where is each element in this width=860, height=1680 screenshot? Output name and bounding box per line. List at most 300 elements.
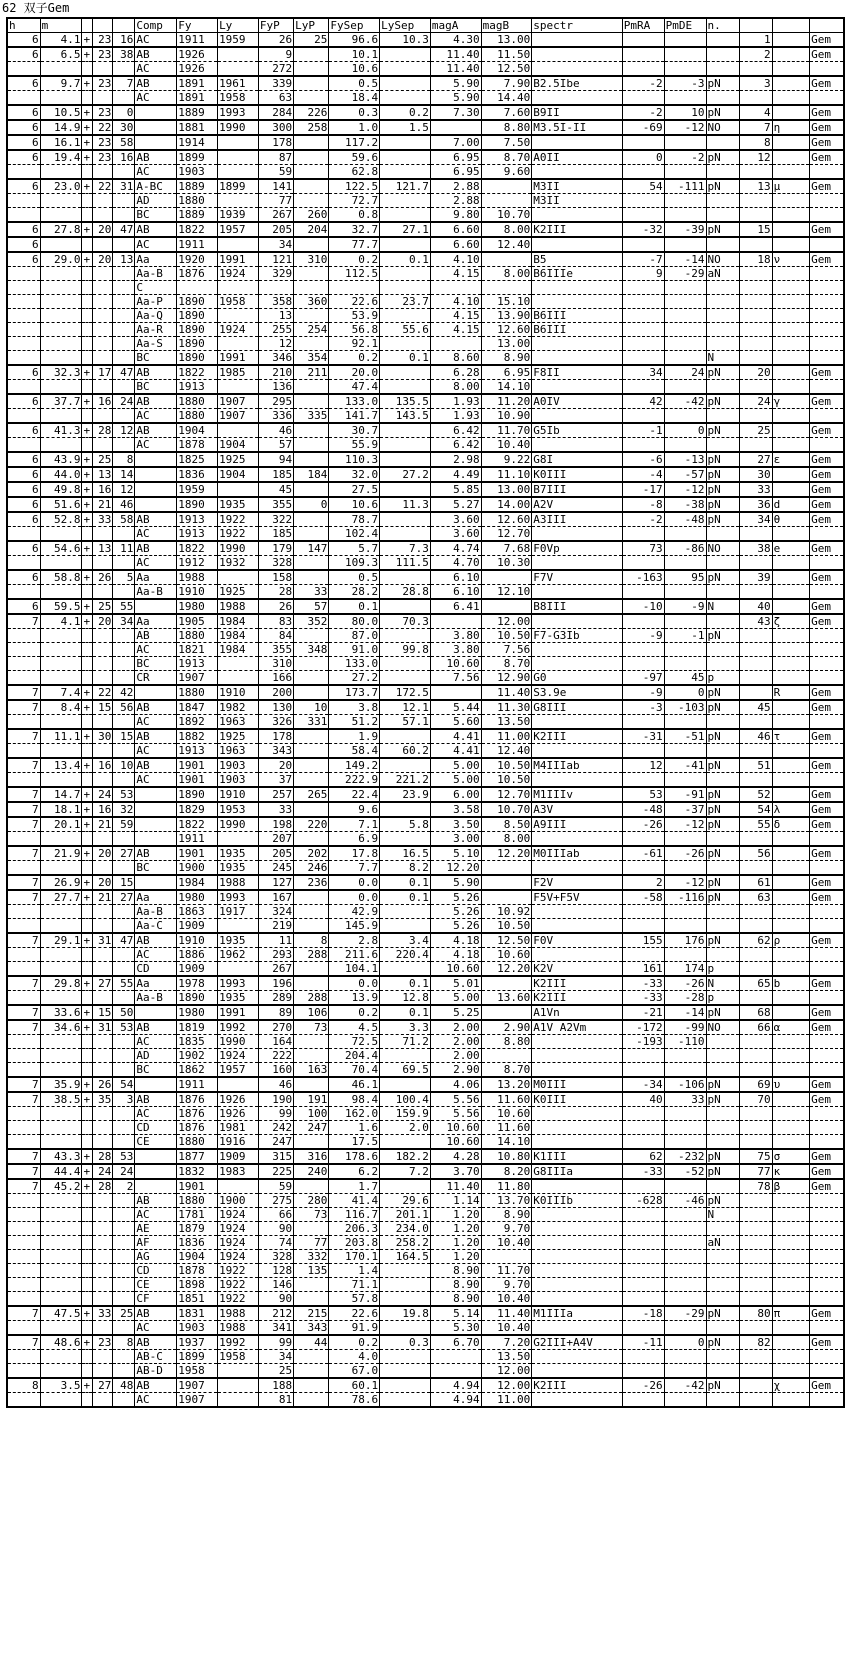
table-cell	[810, 1208, 844, 1222]
table-cell	[380, 135, 431, 150]
table-cell: 6	[7, 452, 40, 467]
table-cell: 267	[258, 962, 293, 977]
table-cell: A1Vn	[532, 1005, 622, 1020]
table-cell: 1957	[218, 1063, 259, 1078]
table-cell: 16.5	[380, 846, 431, 861]
table-row	[7, 33, 844, 48]
table-row	[7, 1092, 844, 1107]
table-cell	[772, 1107, 809, 1121]
table-cell: 2.88	[430, 179, 481, 194]
table-cell	[7, 905, 40, 919]
table-cell: AB-C	[135, 1350, 177, 1364]
table-cell: 280	[294, 1194, 329, 1208]
table-cell: +	[82, 452, 93, 467]
table-cell	[82, 905, 93, 919]
table-cell: 11.10	[481, 467, 532, 482]
table-cell	[218, 1378, 259, 1393]
table-cell: AB	[135, 1306, 177, 1321]
table-cell: 21	[93, 890, 113, 905]
table-cell: 211	[294, 365, 329, 380]
table-cell: S3.9e	[532, 685, 622, 700]
table-cell: Aa-B	[135, 585, 177, 600]
table-cell: 9.6	[329, 802, 380, 817]
table-cell	[739, 1250, 772, 1264]
table-cell: η	[772, 120, 809, 135]
table-cell: 215	[294, 1306, 329, 1321]
table-cell: 66	[739, 1020, 772, 1035]
table-cell	[532, 1393, 622, 1408]
table-cell	[664, 135, 706, 150]
table-cell: 316	[294, 1149, 329, 1164]
table-cell	[93, 309, 113, 323]
table-cell: 26	[93, 570, 113, 585]
table-cell	[706, 715, 739, 730]
table-cell	[7, 1208, 40, 1222]
table-cell	[93, 773, 113, 788]
table-cell: AC	[135, 744, 177, 759]
table-cell	[532, 948, 622, 962]
table-cell: 7	[7, 1335, 40, 1350]
table-cell: Gem	[810, 1077, 844, 1092]
table-cell: 1990	[218, 120, 259, 135]
table-cell	[380, 237, 431, 252]
table-cell	[772, 1092, 809, 1107]
table-cell	[772, 76, 809, 91]
table-cell: pN	[706, 482, 739, 497]
table-cell: 46	[113, 497, 135, 512]
table-cell: 24	[113, 1164, 135, 1179]
table-cell: -99	[664, 1020, 706, 1035]
table-cell	[772, 1236, 809, 1250]
table-cell	[294, 1135, 329, 1150]
table-cell	[664, 62, 706, 77]
table-cell: 24	[93, 787, 113, 802]
table-cell	[810, 1236, 844, 1250]
table-cell	[93, 237, 113, 252]
table-cell: 7.4	[40, 685, 82, 700]
table-cell: 7	[7, 846, 40, 861]
table-cell	[294, 380, 329, 395]
table-cell: 5.26	[430, 919, 481, 934]
table-cell	[113, 1250, 135, 1264]
table-cell	[664, 585, 706, 600]
table-cell	[40, 62, 82, 77]
column-header	[93, 18, 113, 33]
table-cell	[113, 380, 135, 395]
table-cell: 45	[664, 671, 706, 686]
table-cell	[532, 208, 622, 223]
table-cell: 1907	[177, 1393, 218, 1408]
table-cell	[294, 919, 329, 934]
table-cell: 27.2	[329, 671, 380, 686]
table-cell: 225	[258, 1164, 293, 1179]
table-cell	[218, 237, 259, 252]
table-cell: 5.8	[380, 817, 431, 832]
table-cell: 8.4	[40, 700, 82, 715]
table-cell	[7, 1063, 40, 1078]
table-cell: 32	[113, 802, 135, 817]
table-cell: -2	[622, 76, 664, 91]
table-cell: 1.93	[430, 409, 481, 424]
table-cell: 1822	[177, 817, 218, 832]
table-cell: 182.2	[380, 1149, 431, 1164]
table-cell: 47	[113, 365, 135, 380]
table-cell: 6	[7, 120, 40, 135]
table-cell: 26	[93, 1077, 113, 1092]
table-cell: 240	[294, 1164, 329, 1179]
table-cell: 8	[294, 933, 329, 948]
table-cell	[532, 527, 622, 542]
table-cell: 8.70	[481, 1063, 532, 1078]
table-cell: +	[82, 614, 93, 629]
table-cell: 0	[664, 685, 706, 700]
table-cell	[294, 1179, 329, 1194]
table-cell	[739, 773, 772, 788]
table-cell	[706, 744, 739, 759]
table-cell: 12.70	[481, 527, 532, 542]
table-cell: 59	[113, 817, 135, 832]
table-cell: 46	[258, 423, 293, 438]
table-cell	[40, 948, 82, 962]
table-cell	[82, 295, 93, 309]
table-cell: AD	[135, 1049, 177, 1063]
table-cell: 1825	[177, 452, 218, 467]
table-cell	[532, 33, 622, 48]
table-cell	[772, 267, 809, 281]
table-cell: 260	[294, 208, 329, 223]
table-cell	[739, 962, 772, 977]
table-cell: CF	[135, 1292, 177, 1307]
table-cell	[93, 1194, 113, 1208]
table-row	[7, 281, 844, 295]
table-cell: 5.01	[430, 976, 481, 991]
table-cell: p	[706, 671, 739, 686]
table-cell	[664, 744, 706, 759]
table-cell	[532, 657, 622, 671]
table-cell: 11	[113, 541, 135, 556]
table-cell: 8.90	[430, 1292, 481, 1307]
table-cell	[113, 919, 135, 934]
table-cell	[739, 281, 772, 295]
table-cell: 20.0	[329, 365, 380, 380]
table-cell: 10.60	[481, 1107, 532, 1121]
table-cell	[810, 323, 844, 337]
table-row	[7, 452, 844, 467]
table-cell: 11.60	[481, 1092, 532, 1107]
table-row	[7, 165, 844, 180]
table-cell: +	[82, 933, 93, 948]
table-cell: R	[772, 685, 809, 700]
table-cell	[622, 1236, 664, 1250]
table-cell: Gem	[810, 1378, 844, 1393]
table-cell: 1907	[218, 409, 259, 424]
table-cell: κ	[772, 1164, 809, 1179]
table-cell: 0.2	[329, 252, 380, 267]
table-cell: 1959	[218, 33, 259, 48]
table-cell: 6	[7, 423, 40, 438]
table-cell	[772, 194, 809, 208]
table-cell	[7, 629, 40, 643]
table-cell	[772, 773, 809, 788]
table-cell: 1926	[177, 62, 218, 77]
table-cell: 7.00	[430, 135, 481, 150]
table-cell	[135, 802, 177, 817]
table-cell	[739, 1222, 772, 1236]
table-cell: 352	[294, 614, 329, 629]
table-cell	[82, 323, 93, 337]
table-cell: 90	[258, 1292, 293, 1307]
table-cell	[380, 671, 431, 686]
table-cell	[113, 1364, 135, 1379]
table-cell: 178.6	[329, 1149, 380, 1164]
table-cell: 5.7	[329, 541, 380, 556]
table-cell: pN	[706, 1378, 739, 1393]
table-cell: 339	[258, 76, 293, 91]
table-cell: 62	[739, 933, 772, 948]
table-cell	[810, 267, 844, 281]
table-cell: 9.60	[481, 165, 532, 180]
table-row	[7, 1063, 844, 1078]
table-cell: 8.00	[481, 267, 532, 281]
table-cell: 6	[7, 512, 40, 527]
table-cell: 1.9	[329, 729, 380, 744]
table-cell: 21	[93, 497, 113, 512]
table-cell	[739, 62, 772, 77]
table-cell	[810, 194, 844, 208]
table-cell	[40, 1250, 82, 1264]
table-cell: 1925	[218, 452, 259, 467]
table-cell	[810, 905, 844, 919]
table-row	[7, 394, 844, 409]
table-cell	[739, 194, 772, 208]
table-cell: 27	[113, 846, 135, 861]
table-cell: 7.20	[481, 1335, 532, 1350]
table-cell: 1900	[218, 1194, 259, 1208]
table-cell	[7, 1222, 40, 1236]
table-cell	[294, 1035, 329, 1049]
table-row	[7, 380, 844, 395]
table-cell	[40, 715, 82, 730]
table-cell	[113, 671, 135, 686]
table-cell: 1957	[218, 222, 259, 237]
table-cell: -29	[664, 267, 706, 281]
table-cell	[113, 585, 135, 600]
table-cell: 6	[7, 33, 40, 48]
table-cell	[113, 861, 135, 876]
table-cell: 6.60	[430, 222, 481, 237]
table-cell	[772, 91, 809, 106]
table-cell: 1822	[177, 541, 218, 556]
table-cell: 1993	[218, 890, 259, 905]
table-cell: G8III	[532, 700, 622, 715]
table-cell: 8.90	[481, 1208, 532, 1222]
table-cell	[664, 948, 706, 962]
table-cell: +	[82, 1378, 93, 1393]
table-cell	[380, 47, 431, 62]
table-cell	[772, 295, 809, 309]
table-row	[7, 861, 844, 876]
table-cell: 1963	[218, 744, 259, 759]
table-cell: 14.40	[481, 91, 532, 106]
table-cell: 170.1	[329, 1250, 380, 1264]
table-cell	[706, 643, 739, 657]
table-cell: 174	[664, 962, 706, 977]
table-cell: 0.5	[329, 570, 380, 585]
table-cell	[664, 1063, 706, 1078]
table-cell: 6	[7, 541, 40, 556]
table-cell: A0IV	[532, 394, 622, 409]
table-cell	[7, 380, 40, 395]
table-cell	[706, 1063, 739, 1078]
table-cell	[40, 962, 82, 977]
table-cell: 1913	[177, 657, 218, 671]
table-cell: 1886	[177, 948, 218, 962]
table-cell: 9.22	[481, 452, 532, 467]
table-cell	[93, 1364, 113, 1379]
table-cell: 0.1	[380, 1005, 431, 1020]
table-cell: 63	[258, 91, 293, 106]
table-cell: 6.9	[329, 832, 380, 847]
table-cell: A0II	[532, 150, 622, 165]
table-cell: 2.00	[430, 1020, 481, 1035]
table-cell: 1890	[177, 309, 218, 323]
table-row	[7, 991, 844, 1006]
table-cell: pN	[706, 570, 739, 585]
table-cell: 8.00	[481, 832, 532, 847]
table-cell: BC	[135, 380, 177, 395]
table-cell: 20	[739, 365, 772, 380]
table-cell	[810, 948, 844, 962]
table-cell: 69	[739, 1077, 772, 1092]
table-cell: Gem	[810, 1306, 844, 1321]
table-cell: 35.9	[40, 1077, 82, 1092]
table-cell: AC	[135, 527, 177, 542]
table-cell	[664, 1121, 706, 1135]
table-cell: 14.7	[40, 787, 82, 802]
table-cell: G8I	[532, 452, 622, 467]
table-cell: Gem	[810, 1164, 844, 1179]
table-cell: 16	[113, 33, 135, 48]
table-cell	[380, 905, 431, 919]
table-cell: 16.1	[40, 135, 82, 150]
table-cell	[772, 1005, 809, 1020]
table-cell: 55	[113, 976, 135, 991]
table-cell: AB	[135, 222, 177, 237]
table-cell: 2.00	[430, 1049, 481, 1063]
table-cell: 31	[93, 1020, 113, 1035]
table-cell	[82, 1364, 93, 1379]
table-cell: 29.6	[380, 1194, 431, 1208]
table-cell	[664, 773, 706, 788]
table-cell	[294, 237, 329, 252]
table-cell: 24	[93, 1164, 113, 1179]
table-cell: 47	[113, 933, 135, 948]
table-cell: 236	[294, 875, 329, 890]
table-cell: 5.14	[430, 1306, 481, 1321]
table-cell: 7.60	[481, 105, 532, 120]
table-row	[7, 948, 844, 962]
table-cell: AB	[135, 1194, 177, 1208]
table-cell: 1935	[218, 846, 259, 861]
table-cell: 25	[258, 1364, 293, 1379]
table-cell: pN	[706, 467, 739, 482]
table-cell	[810, 1107, 844, 1121]
table-cell: 202	[294, 846, 329, 861]
table-cell: 1891	[177, 91, 218, 106]
table-cell	[82, 1135, 93, 1150]
table-cell	[664, 643, 706, 657]
table-cell	[622, 614, 664, 629]
table-cell: 1926	[177, 47, 218, 62]
table-cell: 1889	[177, 105, 218, 120]
table-cell: 18.4	[329, 91, 380, 106]
table-cell	[40, 1264, 82, 1278]
table-cell	[706, 614, 739, 629]
table-cell: 1916	[218, 1135, 259, 1150]
table-cell	[218, 570, 259, 585]
table-cell: 24	[664, 365, 706, 380]
table-cell	[380, 512, 431, 527]
table-cell	[294, 1393, 329, 1408]
table-cell	[739, 556, 772, 571]
table-cell: 1898	[177, 1278, 218, 1292]
table-cell: 5.60	[430, 715, 481, 730]
table-cell	[7, 991, 40, 1006]
table-cell: 1.0	[329, 120, 380, 135]
table-cell: 2.90	[481, 1020, 532, 1035]
table-cell: 6.10	[430, 585, 481, 600]
table-cell: 7	[7, 1306, 40, 1321]
table-cell: 1984	[218, 643, 259, 657]
table-cell: 265	[294, 787, 329, 802]
table-cell: 149.2	[329, 758, 380, 773]
table-cell: 1935	[218, 497, 259, 512]
table-cell: 91.0	[329, 643, 380, 657]
table-cell	[380, 194, 431, 208]
table-row	[7, 1335, 844, 1350]
table-cell: 55.6	[380, 323, 431, 337]
table-cell: 5	[113, 570, 135, 585]
table-cell	[772, 237, 809, 252]
table-cell: Gem	[810, 135, 844, 150]
table-cell	[772, 643, 809, 657]
table-row	[7, 585, 844, 600]
table-cell	[622, 643, 664, 657]
table-cell: 12	[622, 758, 664, 773]
table-cell: 1880	[177, 409, 218, 424]
table-cell: 198	[258, 817, 293, 832]
table-row	[7, 1306, 844, 1321]
table-cell: 5.26	[430, 905, 481, 919]
table-row	[7, 351, 844, 366]
table-cell	[772, 281, 809, 295]
table-cell	[622, 62, 664, 77]
table-cell: -193	[622, 1035, 664, 1049]
table-cell: 11.70	[481, 1264, 532, 1278]
table-cell: 10.50	[481, 919, 532, 934]
table-cell	[113, 165, 135, 180]
table-cell: -4	[622, 467, 664, 482]
table-cell	[294, 1278, 329, 1292]
table-cell	[810, 438, 844, 453]
table-cell: 54	[113, 1077, 135, 1092]
table-cell: 12.20	[430, 861, 481, 876]
table-cell: 73	[622, 541, 664, 556]
table-cell: 34	[622, 365, 664, 380]
column-header: PmDE	[664, 18, 706, 33]
table-cell	[82, 948, 93, 962]
table-cell: δ	[772, 817, 809, 832]
